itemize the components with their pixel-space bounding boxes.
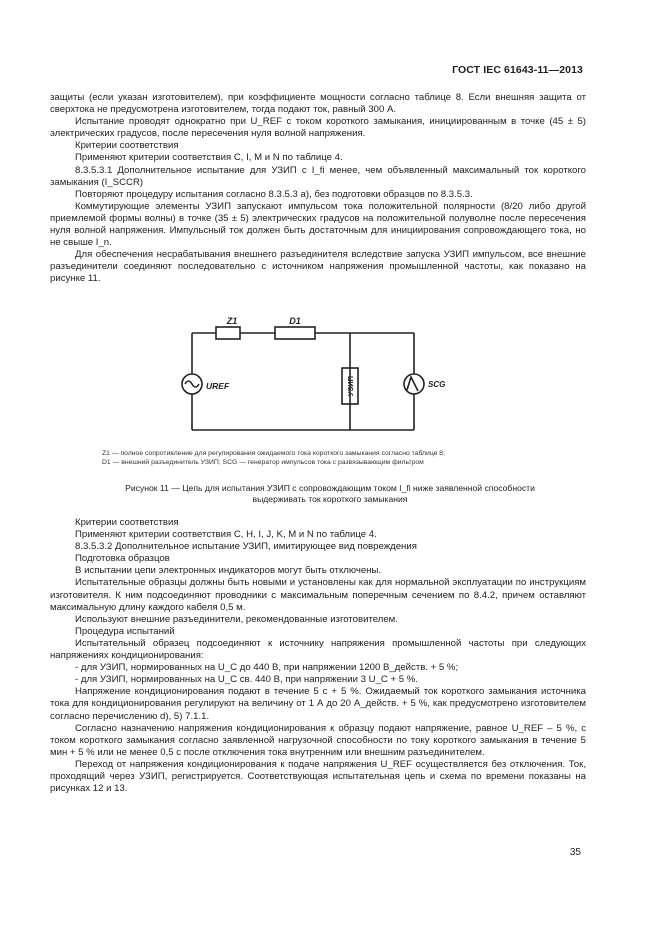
disconnector-d1 — [275, 327, 315, 339]
caption-line: выдерживать ток короткого замыкания — [252, 494, 408, 504]
figure-caption — [70, 483, 590, 505]
paragraph: защиты (если указан изготовителем), при коэффициенте мощности согласно таблице 8. Если внешняя защита от сверхтока не предусмотрена изготовителем, тогда подают ток, равный 300 А. — [50, 92, 586, 116]
document-header: ГОСТ IEC 61643-11—2013 — [452, 64, 583, 76]
paragraph: Применяют критерии соответствия С, I, M и N по таблице 4. — [75, 152, 343, 164]
paragraph: Повторяют процедуру испытания согласно 8.3.5.3 а), без подготовки образцов по 8.3.5.3. — [75, 188, 473, 200]
page-number: 35 — [569, 847, 581, 858]
label-scg: SCG — [428, 380, 446, 389]
paragraph: В испытании цепи электронных индикаторов могут быть отключены. — [75, 565, 382, 577]
section-heading: Критерии соответствия — [75, 517, 179, 528]
label-d1: D1 — [289, 316, 301, 326]
caption-line: Рисунок 11 — Цепь для испытания УЗИП с сопровождающим током I_fi ниже заявленной способности — [125, 483, 535, 493]
paragraph: Переход от напряжения кондиционирования к подаче напряжения U_REF осуществляется без отключения. Ток, проходящий через УЗИП, регистрируется. Соответствующая испытательная цепь и схема по времени показаны на рисунках 12 и 13. — [50, 758, 586, 795]
paragraph: Используют внешние разъединители, рекомендованные изготовителем. — [75, 613, 398, 625]
paragraph: Напряжение кондиционирования подают в течение 5 с + 5 %. Ожидаемый ток короткого замыкания источника тока для кондиционирования регулируют на величину от 1 А до 20 А_действ. + 5 %, как предусмотрено изготовителем согласно перечислению d), 5) 7.1.1. — [50, 686, 586, 722]
paragraph: Испытательный образец подсоединяют к источнику напряжения промышленной частоты при следующих напряжениях кондиционирования: — [50, 637, 586, 662]
text-block-bottom — [50, 517, 586, 795]
impedance-z1 — [216, 327, 240, 339]
clause-heading: 8.3.5.3.1 Дополнительное испытание для УЗИП с I_fi менее, чем объявленный максимальный ток короткого замыкания (I_SCCR) — [50, 164, 586, 188]
list-item: - для УЗИП, нормированных на U_C св. 440 В, при напряжении 3 U_C + 5 %. — [75, 674, 418, 686]
section-heading: Подготовка образцов — [75, 553, 170, 565]
legend-line: Z1 — полное сопротивление для регулирования ожидаемого тока короткого замыкания согласно таблице 8; — [102, 450, 445, 457]
label-uzip: УЗИП — [346, 375, 355, 397]
paragraph: Согласно назначению напряжения кондиционирования к образцу подают напряжение, равное U_REF – 5 %, с током короткого замыкания согласно заявленной нагрузочной способности по току короткого замыкания в течение 5 мин + 5 % или не менее 0,5 с после отключения тока внутренним или внешним разъединителем. — [50, 722, 586, 758]
text-block-top — [50, 92, 586, 286]
section-heading: Процедура испытаний — [75, 625, 175, 637]
label-z1: Z1 — [226, 316, 238, 326]
label-uref: UREF — [206, 381, 230, 391]
paragraph: Коммутирующие элементы УЗИП запускают импульсом тока положительной полярности (8/20 либо другой приемлемой формы волны) в точке (35 ± 5) электрических градусов на положительной полуволне после пересечения нуля волной напряжения. Импульсный ток должен быть достаточным для инициирования сопровождающего тока, но не свыше I_n. — [50, 200, 586, 249]
paragraph: Применяют критерии соответствия С, Н, I, J, K, M и N по таблице 4. — [75, 529, 377, 541]
paragraph: Испытание проводят однократно при U_REF с током короткого замыкания, инициированным в точке (45 ± 5) электрических градусов, после пересечения нуля волной напряжения. — [50, 116, 586, 140]
clause-heading: 8.3.5.3.2 Дополнительное испытание УЗИП, имитирующее вид повреждения — [75, 541, 417, 553]
circuit-diagram — [180, 316, 446, 450]
figure-legend — [102, 449, 445, 468]
paragraph: Для обеспечения несрабатывания внешнего разъединителя вследствие запуска УЗИП импульсом, все внешние разъединители соединяют последовательно с источником напряжения промышленной частоты, как показано на рисунке 11. — [50, 249, 586, 285]
list-item: - для УЗИП, нормированных на U_C до 440 В, при напряжении 1200 В_действ. + 5 %; — [75, 662, 459, 674]
section-heading: Критерии соответствия — [75, 140, 179, 152]
paragraph: Испытательные образцы должны быть новыми и установлены как для нормальной эксплуатации по инструкциям изготовителя. К ним подсоединяют проводники с максимальным поперечным сечением по 8.4.2, причем оставляют максимальную длину каждого кабеля 0,5 м. — [50, 577, 586, 613]
legend-line: D1 — внешний разъединитель УЗИП; SCG — генератор импульсов тока с развязывающим фильтром — [102, 459, 424, 467]
